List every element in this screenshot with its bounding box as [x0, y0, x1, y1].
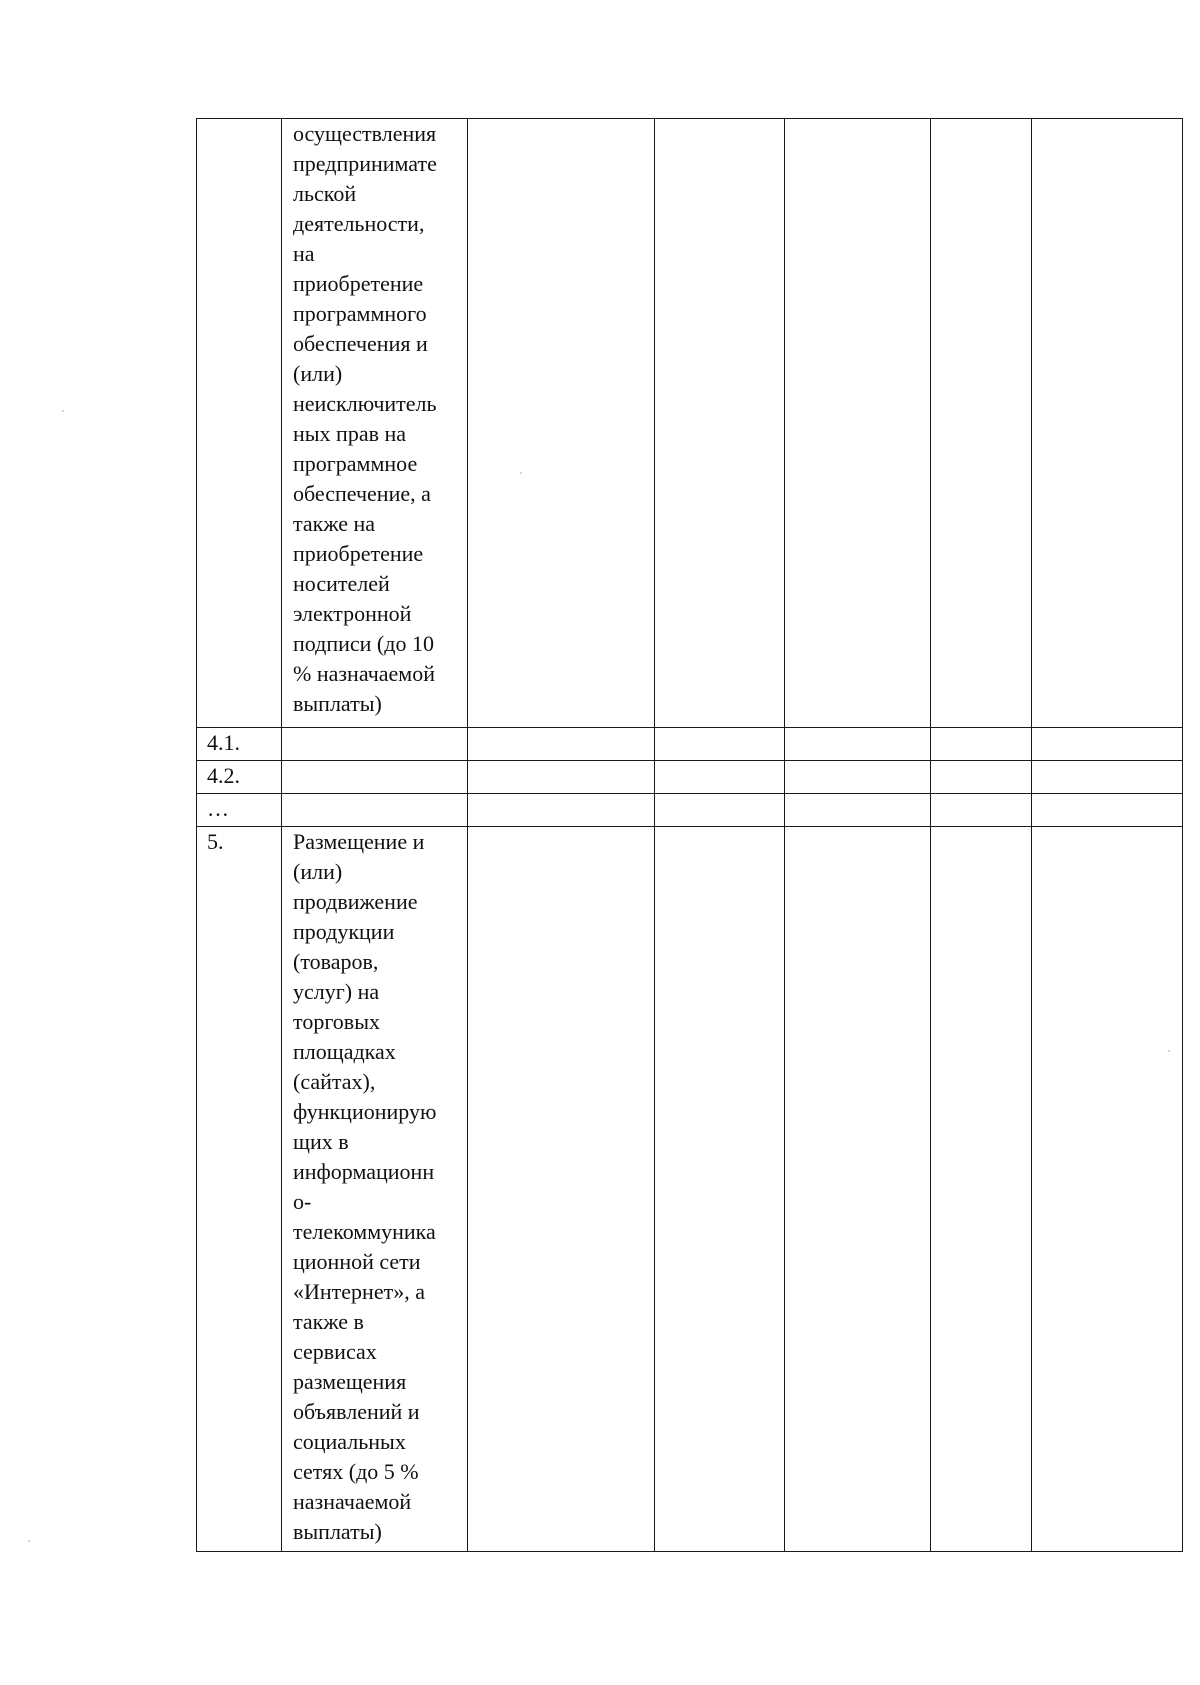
name-line: электронной: [293, 601, 412, 626]
name-line: также в: [293, 1309, 364, 1334]
name-line: услуг) на: [293, 979, 380, 1004]
empty-cell: [1032, 119, 1183, 728]
name-line: (или): [293, 859, 343, 884]
name-line: носителей: [293, 571, 390, 596]
empty-cell: [785, 728, 931, 761]
name-line: деятельности,: [293, 211, 425, 236]
empty-cell: [468, 794, 655, 827]
name-line: % назначаемой: [293, 661, 436, 686]
table-row-4-1: [197, 728, 1183, 761]
name-line: ционной сети: [293, 1249, 421, 1274]
name-line: приобретение: [293, 271, 424, 296]
name-line: сервисах: [293, 1339, 377, 1364]
empty-cell: [468, 761, 655, 794]
name-line: функционирую: [293, 1099, 437, 1124]
empty-cell: [468, 827, 655, 1552]
row-number-cell: 5.: [197, 827, 282, 1552]
name-line: (товаров,: [293, 949, 379, 974]
empty-cell: [468, 728, 655, 761]
table-row-continued: [197, 119, 1183, 728]
scan-speck: [520, 472, 522, 474]
scan-speck: [62, 410, 64, 412]
name-line: (сайтах),: [293, 1069, 376, 1094]
empty-cell: [282, 794, 468, 827]
empty-cell: [785, 761, 931, 794]
empty-cell: [1032, 794, 1183, 827]
name-line: о-: [293, 1189, 312, 1214]
name-line: социальных: [293, 1429, 406, 1454]
expense-table: [196, 118, 1183, 1552]
name-line: продукции: [293, 919, 395, 944]
name-line: неисключитель: [293, 391, 437, 416]
scan-speck: [1168, 1050, 1170, 1052]
empty-cell: [655, 761, 785, 794]
empty-cell: [468, 119, 655, 728]
name-line: также на: [293, 511, 376, 536]
empty-cell: [931, 794, 1032, 827]
name-line: информационн: [293, 1159, 435, 1184]
empty-cell: [655, 827, 785, 1552]
name-line: сетях (до 5 %: [293, 1459, 419, 1484]
table-row-5: [197, 827, 1183, 1552]
scan-speck: [28, 1540, 30, 1542]
name-line: размещения: [293, 1369, 407, 1394]
row-number-cell: 4.2.: [197, 761, 282, 794]
empty-cell: [931, 827, 1032, 1552]
empty-cell: [785, 794, 931, 827]
empty-cell: [1032, 761, 1183, 794]
name-line: предпринимате: [293, 151, 437, 176]
row-number-cell: [197, 119, 282, 728]
empty-cell: [282, 761, 468, 794]
empty-cell: [655, 728, 785, 761]
empty-cell: [1032, 728, 1183, 761]
empty-cell: [931, 728, 1032, 761]
name-line: льской: [293, 181, 357, 206]
empty-cell: [1032, 827, 1183, 1552]
name-line: «Интернет», а: [293, 1279, 425, 1304]
name-line: подписи (до 10: [293, 631, 434, 656]
name-line: щих в: [293, 1129, 349, 1154]
name-line: ных прав на: [293, 421, 407, 446]
name-line: выплаты): [293, 691, 382, 716]
name-line: программного: [293, 301, 427, 326]
name-line: телекоммуника: [293, 1219, 436, 1244]
name-line: программное: [293, 451, 418, 476]
expense-name-cell: [282, 119, 468, 728]
empty-cell: [931, 119, 1032, 728]
name-line: обеспечение, а: [293, 481, 431, 506]
name-line: обеспечения и: [293, 331, 428, 356]
name-line: назначаемой: [293, 1489, 412, 1514]
empty-cell: [785, 827, 931, 1552]
name-line: на: [293, 241, 315, 266]
empty-cell: [655, 119, 785, 728]
name-line: (или): [293, 361, 343, 386]
name-line: объявлений и: [293, 1399, 420, 1424]
name-line: торговых: [293, 1009, 380, 1034]
row-number-cell: …: [197, 794, 282, 827]
empty-cell: [282, 728, 468, 761]
name-line: приобретение: [293, 541, 424, 566]
empty-cell: [655, 794, 785, 827]
empty-cell: [931, 761, 1032, 794]
name-line: выплаты): [293, 1519, 382, 1544]
expense-name-cell: [282, 827, 468, 1552]
name-line: площадках: [293, 1039, 396, 1064]
empty-cell: [785, 119, 931, 728]
table-row-ellipsis: [197, 794, 1183, 827]
name-line: Размещение и: [293, 829, 425, 854]
name-line: продвижение: [293, 889, 418, 914]
row-number-cell: 4.1.: [197, 728, 282, 761]
table-row-4-2: [197, 761, 1183, 794]
name-line: осуществления: [293, 121, 437, 146]
